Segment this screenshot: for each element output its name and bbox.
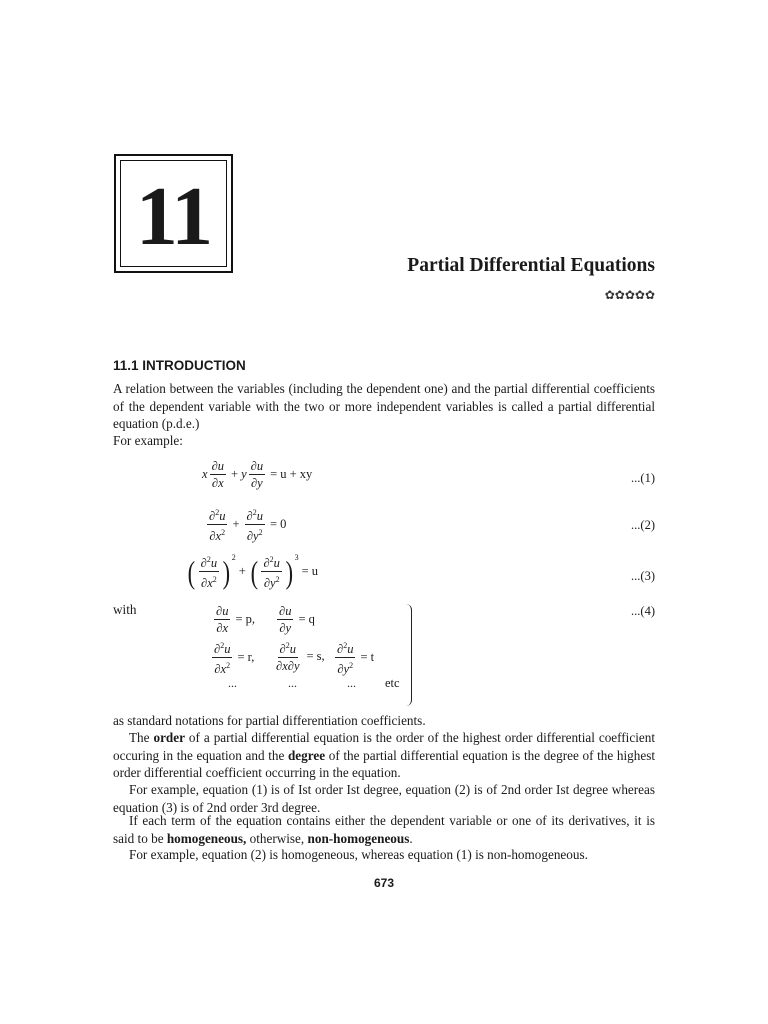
chapter-number: 11	[135, 169, 212, 263]
notation-etc: etc	[385, 676, 400, 690]
page-number: 673	[373, 876, 395, 890]
intro-paragraph: A relation between the variables (including the dependent one) and the partial differential coefficients of the dependent variable with the two or more independent variables is called a partial differential equation (p.d.e.)	[113, 381, 655, 431]
section-heading: 11.1 INTRODUCTION	[113, 358, 246, 373]
equation-1-number: ...(1)	[631, 471, 655, 485]
notation-q-rhs: = q	[298, 612, 315, 626]
equation-3-rhs: = u	[301, 564, 318, 579]
order-term: order	[153, 730, 185, 745]
notation-t-rhs: = t	[360, 650, 375, 665]
notation-q: $\frac{\partial u}{\partial y}$ = q	[279, 604, 315, 635]
equation-3-number: ...(3)	[631, 569, 655, 583]
equation-1-rhs: = u + xy	[270, 467, 313, 481]
notation-s-rhs: = s,	[306, 648, 325, 663]
for-example-label: For example:	[113, 433, 183, 448]
notation-r-rhs: = r,	[237, 650, 255, 665]
non-homogeneous-term: non-homogeneous	[307, 830, 410, 846]
homogeneous-text-1: If each term of the equation contains either the dependent variable or one of its derivatives, it is said to be	[113, 813, 655, 846]
equation-2-number: ...(2)	[631, 518, 655, 532]
with-label: with	[113, 602, 137, 617]
notation-r: $\frac{\partial^2u}{\partial x^2}$ = r,	[214, 641, 255, 677]
homogeneous-paragraph	[113, 812, 655, 847]
degree-term: degree	[287, 747, 326, 763]
ornament-flowers-icon: ✿✿✿✿✿	[604, 288, 655, 302]
chapter-number-box	[114, 154, 233, 273]
notation-dots-1: ...	[228, 676, 237, 690]
order-text-1: The	[129, 730, 154, 745]
notation-p-rhs: = p,	[235, 612, 255, 626]
equation-4-number: ...(4)	[631, 604, 655, 618]
notation-dots-2: ...	[288, 676, 297, 690]
homogeneous-term: homogeneous,	[166, 830, 247, 846]
equation-2: $\frac{\partial^2u}{\partial x^2}$ + $\frac{\partial^2u}{\partial y^2}$ = 0	[209, 508, 287, 544]
order-text-3: of the partial differential equation is the degree of the highest order differential coefficient occurring in the equation.	[113, 747, 655, 780]
order-text-2: of a partial differential equation is the order of the highest order differential coefficient occuring in the equation and the	[113, 730, 655, 763]
order-paragraph	[113, 729, 655, 782]
standard-notations-line: as standard notations for partial differentiation coefficients.	[113, 713, 426, 728]
homogeneous-text-2: otherwise,	[246, 830, 308, 846]
chapter-title: Partial Differential Equations	[407, 255, 655, 276]
example-2-paragraph: For example, equation (2) is homogeneous, whereas equation (1) is non-homogeneous.	[129, 847, 588, 862]
example-1-paragraph: For example, equation (1) is of Ist order Ist degree, equation (2) is of 2nd order Ist degree whereas equation (3) is of 2nd order 3rd degree.	[113, 782, 655, 815]
equation-1: x $\frac{\partial u}{\partial x}$ + y $\frac{\partial u}{\partial y}$ = u + xy	[202, 459, 313, 490]
right-brace	[403, 604, 412, 706]
notation-dots-3: ...	[347, 676, 356, 690]
chapter-number-inner-box	[120, 160, 227, 267]
notation-p: $\frac{\partial u}{\partial x}$ = p,	[216, 604, 255, 635]
notation-t: $\frac{\partial^2u}{\partial y^2}$ = t	[337, 641, 375, 677]
notation-s: $\frac{\partial^2u}{\partial x\partial y}$ = s,	[276, 641, 325, 674]
homogeneous-text-3: .	[409, 830, 413, 846]
equation-3: ( $\frac{\partial^2u}{\partial x^2}$ ) $^2$ + ( $\frac{\partial^2u}{\partial y^2}$ ) $^3$ = u	[187, 553, 318, 591]
equation-2-rhs: = 0	[269, 517, 287, 532]
